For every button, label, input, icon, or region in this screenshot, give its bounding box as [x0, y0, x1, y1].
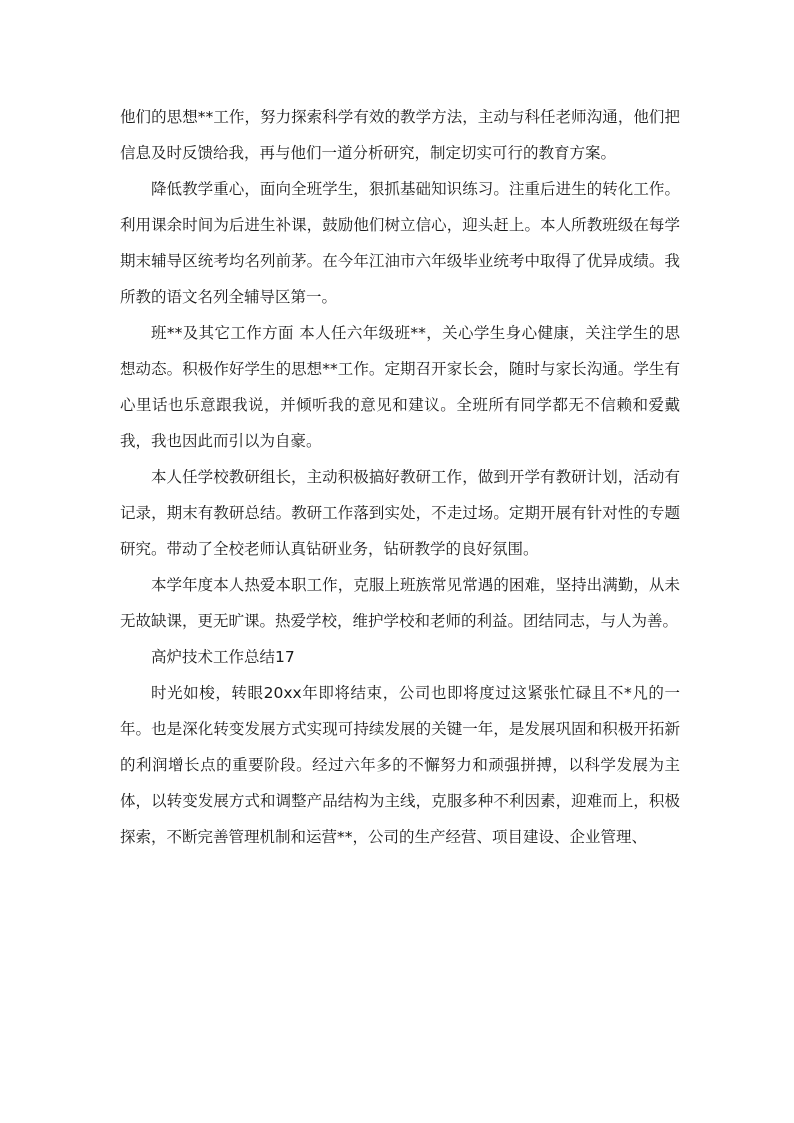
section-heading: 高炉技术工作总结17 — [151, 648, 295, 666]
paragraph-5: 本学年度本人热爱本职工作，克服上班族常见常遇的困难，坚持出满勤，从未无故缺课，更无旷课。热爱学校，维护学校和老师的利益。团结同志，与人为善。 — [120, 576, 680, 630]
paragraph-3: 班**及其它工作方面 本人任六年级班**，关心学生身心健康，关注学生的思想动态。积极作好学生的思想**工作。定期召开家长会，随时与家长沟通。学生有心里话也乐意跟我说，并倾听我的意见和建议。全班所有同学都无不信赖和爱戴我，我也因此而引以为自豪。 — [120, 324, 680, 450]
paragraph-1: 他们的思想**工作，努力探索科学有效的教学方法，主动与科任老师沟通，他们把信息及时反馈给我，再与他们一道分析研究，制定切实可行的教育方案。 — [120, 108, 680, 162]
document-body — [120, 99, 680, 855]
paragraph-6: 时光如梭，转眼20xx年即将结束，公司也即将度过这紧张忙碌且不*凡的一年。也是深化转变发展方式实现可持续发展的关键一年，是发展巩固和积极开拓新的利润增长点的重要阶段。经过六年多的不懈努力和顽强拼搏，以科学发展为主体，以转变发展方式和调整产品结构为主线，克服多种不利因素，迎难而上，积极探索，不断完善管理机制和运营**，公司的生产经营、项目建设、企业管理、 — [120, 684, 680, 846]
paragraph-2: 降低教学重心，面向全班学生，狠抓基础知识练习。注重后进生的转化工作。利用课余时间为后进生补课，鼓励他们树立信心，迎头赶上。本人所教班级在每学期末辅导区统考均名列前茅。在今年江油市六年级毕业统考中取得了优异成绩。我所教的语文名列全辅导区第一。 — [120, 180, 680, 306]
paragraph-4: 本人任学校教研组长，主动积极搞好教研工作，做到开学有教研计划，活动有记录，期末有教研总结。教研工作落到实处，不走过场。定期开展有针对性的专题研究。带动了全校老师认真钻研业务，钻研教学的良好氛围。 — [120, 468, 680, 558]
